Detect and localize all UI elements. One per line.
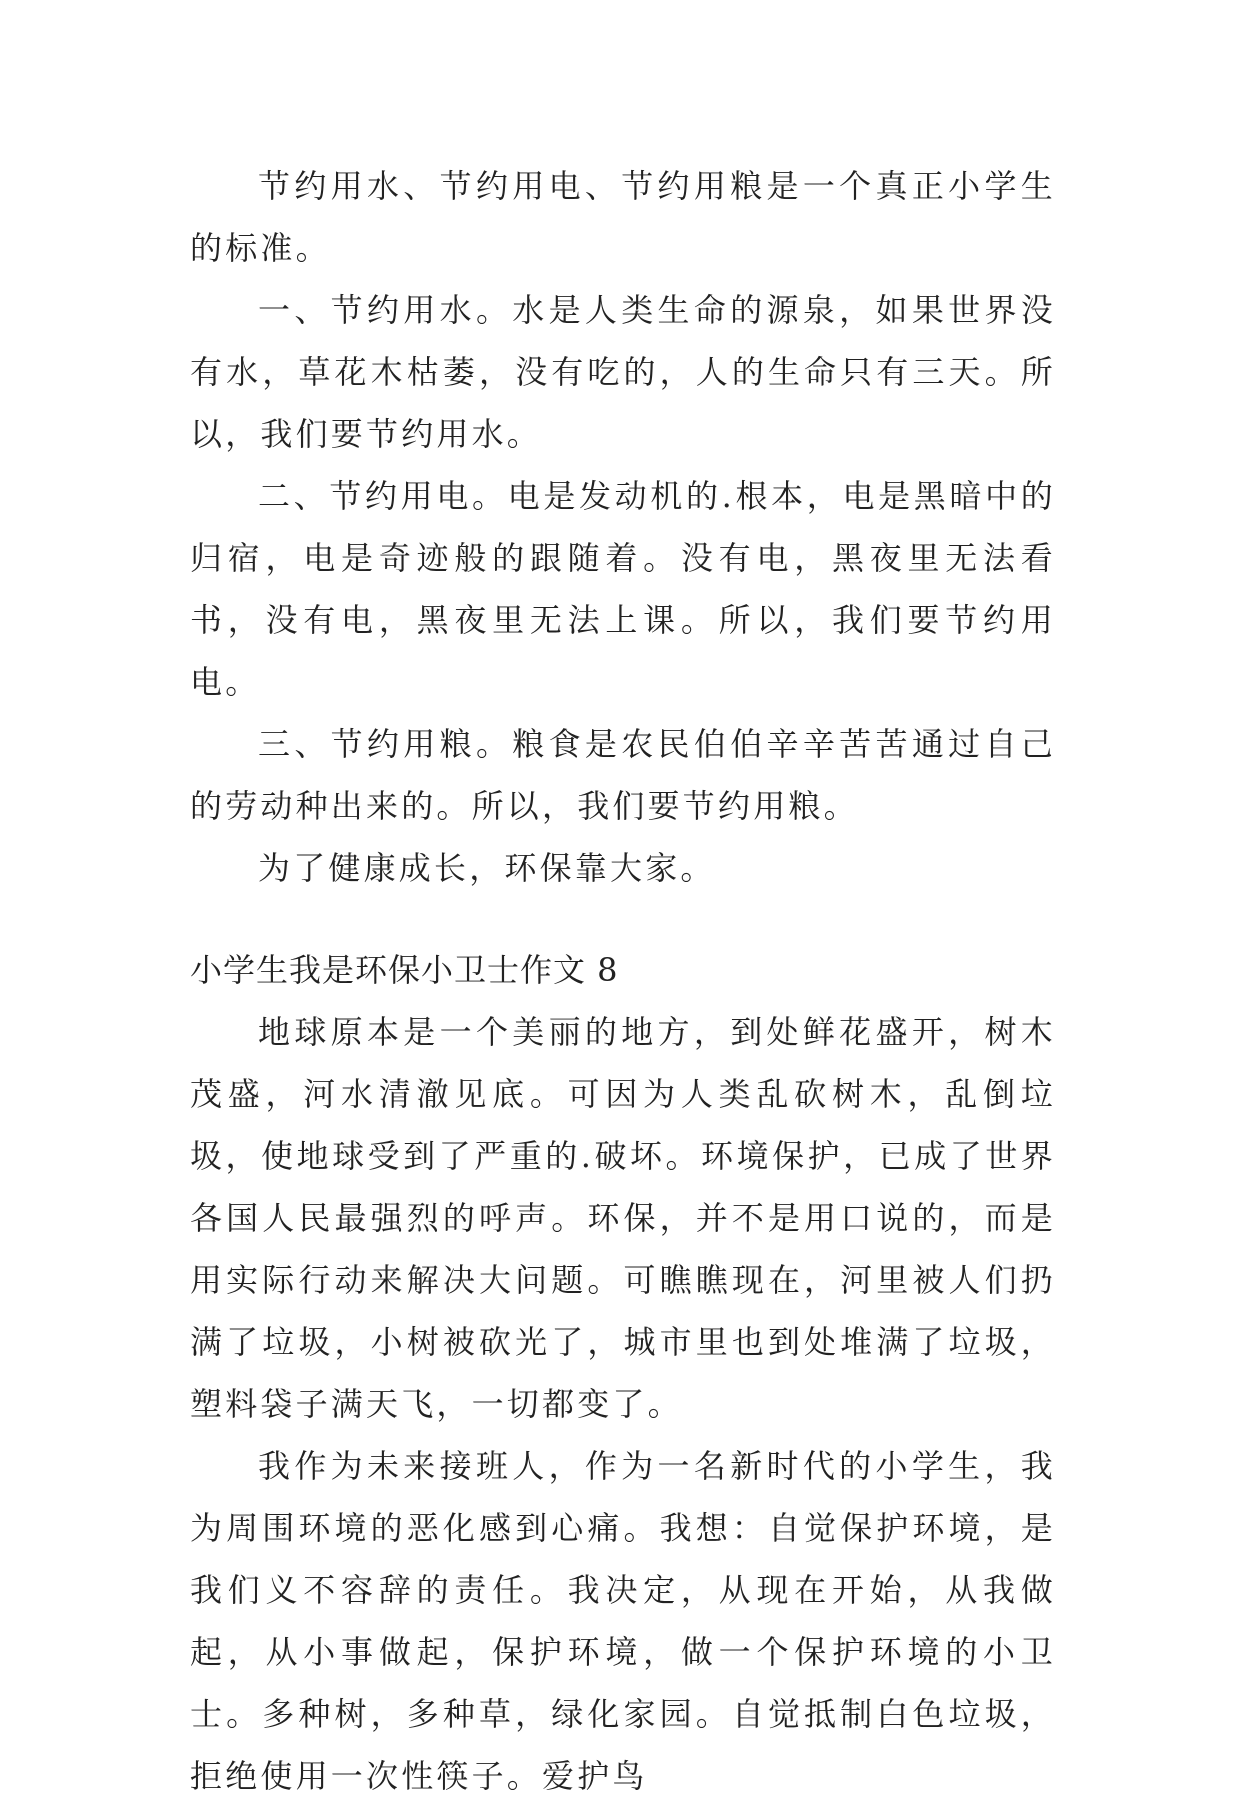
paragraph: 二、节约用电。电是发动机的.根本，电是黑暗中的归宿，电是奇迹般的跟随着。没有电，黑夜里无法看书，没有电，黑夜里无法上课。所以，我们要节约用电。 <box>190 477 1056 701</box>
paragraph: 节约用水、节约用电、节约用粮是一个真正小学生的标准。 <box>190 167 1056 267</box>
document-body <box>190 155 1056 1807</box>
paragraph: 一、节约用水。水是人类生命的源泉，如果世界没有水，草花木枯萎，没有吃的，人的生命只有三天。所以，我们要节约用水。 <box>190 291 1056 453</box>
paragraph: 三、节约用粮。粮食是农民伯伯辛辛苦苦通过自己的劳动种出来的。所以，我们要节约用粮。 <box>190 725 1056 825</box>
section-heading: 小学生我是环保小卫士作文 8 <box>190 951 619 989</box>
paragraph: 我作为未来接班人，作为一名新时代的小学生，我为周围环境的恶化感到心痛。我想：自觉保护环境，是我们义不容辞的责任。我决定，从现在开始，从我做起，从小事做起，保护环境，做一个保护环境的小卫士。多种树，多种草，绿化家园。自觉抵制白色垃圾，拒绝使用一次性筷子。爱护鸟 <box>190 1447 1056 1795</box>
paragraph: 为了健康成长，环保靠大家。 <box>258 849 716 887</box>
paragraph: 地球原本是一个美丽的地方，到处鲜花盛开，树木茂盛，河水清澈见底。可因为人类乱砍树木，乱倒垃圾，使地球受到了严重的.破坏。环境保护，已成了世界各国人民最强烈的呼声。环保，并不是用口说的，而是用实际行动来解决大问题。可瞧瞧现在，河里被人们扔满了垃圾，小树被砍光了，城市里也到处堆满了垃圾，塑料袋子满天飞，一切都变了。 <box>190 1013 1056 1423</box>
